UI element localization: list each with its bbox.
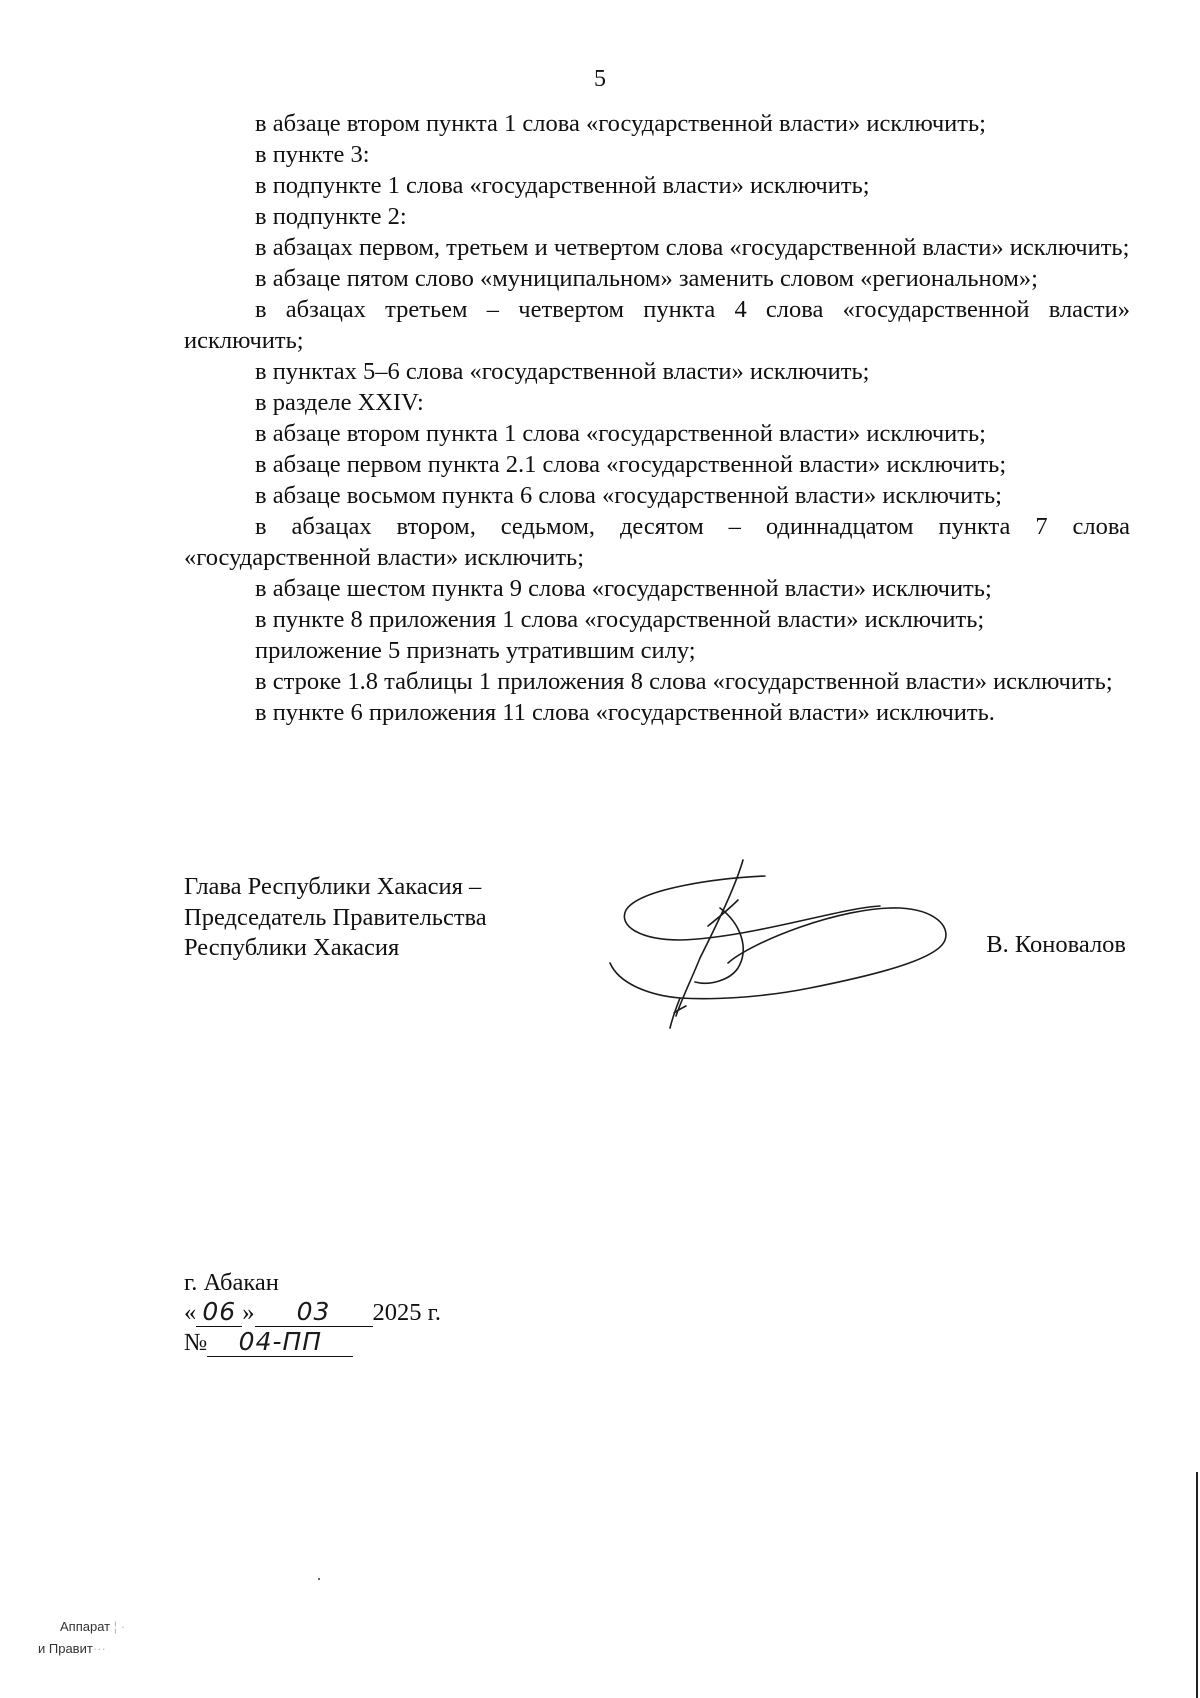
- paragraph: приложение 5 признать утратившим силу;: [255, 637, 696, 664]
- paragraph: в абзаце пятом слово «муниципальном» заменить словом «региональном»;: [255, 265, 1038, 292]
- date-line: [184, 1298, 441, 1328]
- stamp-line: Аппарат: [60, 1619, 111, 1634]
- city: г. Абакан: [184, 1269, 279, 1296]
- paragraph: в пункте 3:: [255, 141, 370, 168]
- paragraph: в подпункте 1 слова «государственной власти» исключить;: [255, 172, 870, 199]
- month-value: 03: [296, 1297, 331, 1326]
- signatory-title-line: Республики Хакасия: [184, 934, 400, 961]
- registration-stamp: Аппарат ¦ · и Правит···: [38, 1619, 126, 1656]
- place-and-date-block: [184, 1268, 441, 1358]
- number-value: 04-ПП: [238, 1327, 323, 1356]
- paragraph: в абзаце первом пункта 2.1 слова «государственной власти» исключить;: [255, 451, 1007, 478]
- paragraph: в абзаце втором пункта 1 слова «государственной власти» исключить;: [255, 420, 986, 447]
- stamp-line: и Правит: [38, 1641, 93, 1656]
- paragraph: в пункте 6 приложения 11 слова «государственной власти» исключить.: [255, 699, 995, 726]
- paragraph: в пунктах 5–6 слова «государственной власти» исключить;: [255, 358, 870, 385]
- close-quote: »: [242, 1299, 255, 1326]
- paragraph: в абзаце шестом пункта 9 слова «государственной власти» исключить;: [255, 575, 992, 602]
- paragraph: в разделе XXIV:: [255, 389, 424, 416]
- signatory-title-line: Глава Республики Хакасия –: [184, 873, 482, 900]
- day-field: [196, 1299, 242, 1327]
- paragraph: в абзацах втором, седьмом, десятом – одиннадцатом пункта 7 слова «государственной власти» исключить;: [184, 513, 1130, 571]
- document-number-line: [184, 1328, 441, 1358]
- scan-edge: [1196, 1472, 1198, 1698]
- signatory-title-line: Председатель Правительства: [184, 903, 487, 931]
- signer-name: В. Коновалов: [986, 931, 1126, 958]
- paragraph: в пункте 8 приложения 1 слова «государственной власти» исключить;: [255, 606, 985, 633]
- paragraph: в абзаце втором пункта 1 слова «государственной власти» исключить;: [255, 110, 986, 137]
- open-quote: «: [184, 1299, 197, 1326]
- page-number: 5: [594, 66, 606, 92]
- scan-speck: [318, 1578, 320, 1580]
- month-field: [255, 1299, 373, 1327]
- day-value: 06: [202, 1297, 237, 1326]
- paragraph: в абзацах третьем – четвертом пункта 4 слова «государственной власти» исключить;: [184, 296, 1130, 354]
- signatory-title: [184, 872, 487, 964]
- paragraph: в абзаце восьмом пункта 6 слова «государственной власти» исключить;: [255, 482, 1002, 509]
- paragraph: в абзацах первом, третьем и четвертом слова «государственной власти» исключить;: [255, 234, 1130, 261]
- year: 2025 г.: [372, 1299, 442, 1326]
- paragraph: в подпункте 2:: [255, 203, 407, 230]
- number-label: №: [184, 1329, 208, 1356]
- document-body: [184, 108, 1130, 728]
- paragraph: в строке 1.8 таблицы 1 приложения 8 слова «государственной власти» исключить;: [255, 668, 1113, 695]
- handwritten-signature: [600, 848, 960, 1033]
- number-field: [207, 1329, 353, 1357]
